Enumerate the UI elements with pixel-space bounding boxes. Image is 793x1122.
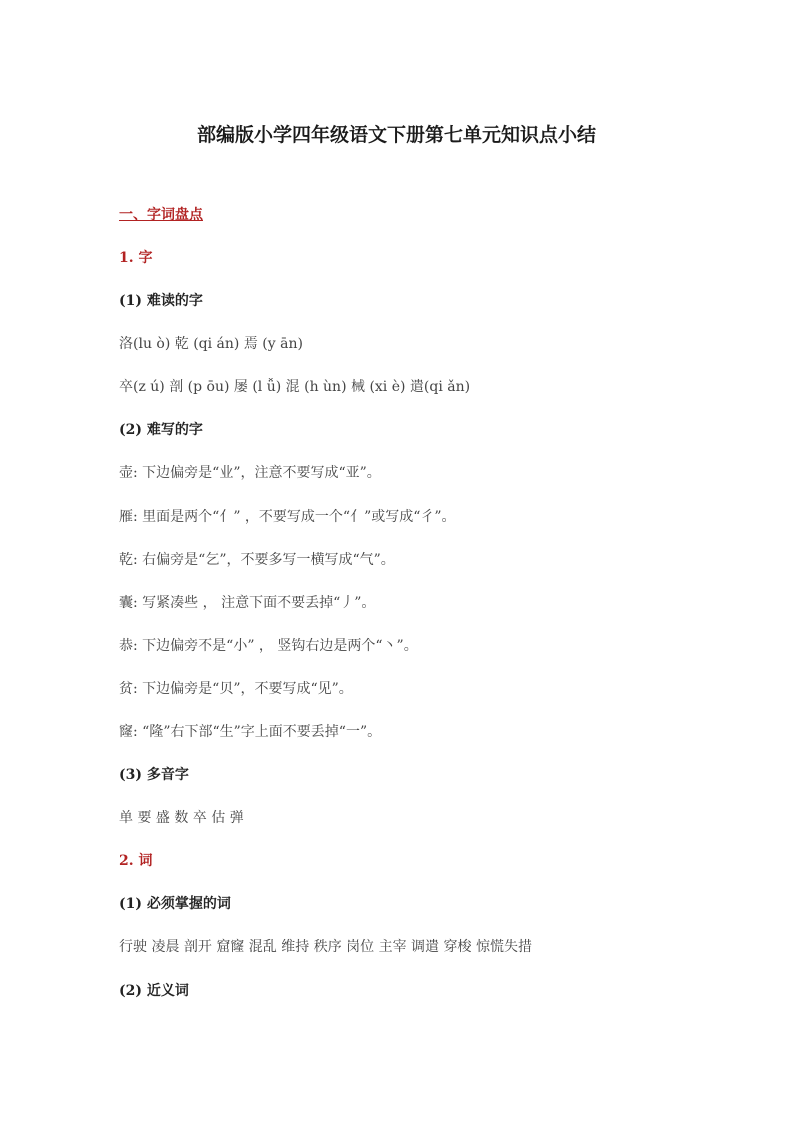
subheading-hard-to-read: (1) 难读的字 xyxy=(119,293,203,309)
hard-to-write-item: 雁: 里面是两个“亻” ，不要写成一个“亻”或写成“彳”。 xyxy=(119,509,456,525)
polyphonic-characters: 单 要 盛 数 卒 估 弹 xyxy=(119,810,244,826)
hard-to-write-item: 壶: 下边偏旁是“业”，注意不要写成“亚”。 xyxy=(119,465,381,481)
subheading-must-master: (1) 必须掌握的词 xyxy=(119,896,231,912)
subheading-polyphonic: (3) 多音字 xyxy=(119,767,189,783)
hard-to-write-item: 贫: 下边偏旁是“贝”，不要写成“见”。 xyxy=(119,681,353,697)
hard-to-write-item: 恭: 下边偏旁不是“小” ， 竖钩右边是两个“丶”。 xyxy=(119,638,418,654)
subheading-synonyms: (2) 近义词 xyxy=(119,983,189,999)
hard-to-read-line-2: 卒(z ú) 剖 (p ōu) 屡 (l ǚ) 混 (h ùn) 械 (xi è) 遣(qi ǎn) xyxy=(119,379,471,395)
heading-words: 2. 词 xyxy=(119,853,153,869)
hard-to-write-item: 窿: “隆”右下部“生”字上面不要丢掉“一”。 xyxy=(119,724,382,740)
subheading-hard-to-write: (2) 难写的字 xyxy=(119,422,203,438)
section-heading-vocabulary: 一、字词盘点 xyxy=(119,207,203,223)
hard-to-write-item: 乾: 右偏旁是“乞”，不要多写一横写成“气”。 xyxy=(119,552,395,568)
hard-to-write-item: 囊: 写紧凑些 ， 注意下面不要丢掉“丿”。 xyxy=(119,595,376,611)
document-title: 部编版小学四年级语文下册第七单元知识点小结 xyxy=(196,124,596,146)
hard-to-read-line-1: 洛(lu ò) 乾 (qi án) 焉 (y ān) xyxy=(119,336,303,352)
must-master-words: 行驶 凌晨 剖开 窟窿 混乱 维持 秩序 岗位 主宰 调遣 穿梭 惊慌失措 xyxy=(119,939,532,955)
heading-characters: 1. 字 xyxy=(119,250,153,266)
